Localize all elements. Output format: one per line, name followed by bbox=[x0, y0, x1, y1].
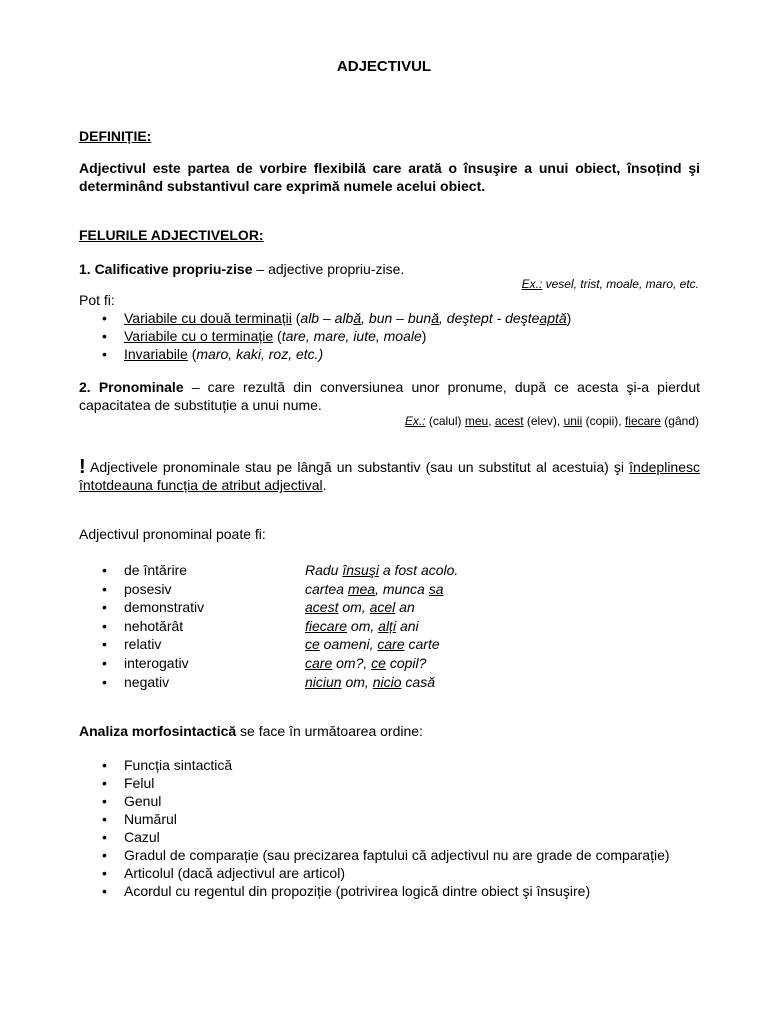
example-ending: ă bbox=[431, 310, 439, 326]
bullet: • bbox=[102, 811, 107, 827]
qualificative-label: 1. Calificative propriu-zise bbox=[79, 261, 253, 277]
example-part: carte bbox=[404, 636, 440, 652]
example-label: Ex.: bbox=[521, 277, 543, 291]
example-word: meu bbox=[464, 414, 489, 428]
example-word: niciun bbox=[305, 674, 342, 690]
example-word: ce bbox=[371, 655, 386, 671]
example-part: tare, mare, iute, moale bbox=[281, 328, 422, 344]
example-part: ani bbox=[396, 618, 419, 634]
pron-type-example bbox=[305, 580, 444, 598]
paren: ( bbox=[187, 346, 197, 362]
bullet: • bbox=[102, 655, 107, 671]
bullet: • bbox=[102, 636, 107, 652]
bullet: • bbox=[102, 847, 107, 863]
example-part: Radu bbox=[305, 562, 343, 578]
qualificative-item bbox=[124, 345, 323, 363]
pron-type-example bbox=[305, 635, 440, 653]
pot-fi-label: Pot fi: bbox=[79, 292, 115, 308]
example-part: oameni, bbox=[319, 636, 378, 652]
pron-type-example bbox=[305, 598, 415, 616]
example-part: om, bbox=[338, 599, 370, 615]
pron-type-name: nehotărât bbox=[124, 618, 184, 634]
example-word: mea bbox=[347, 581, 376, 597]
paren: ( bbox=[273, 328, 282, 344]
example-word: acest bbox=[305, 599, 339, 615]
pron-type-name: relativ bbox=[124, 636, 162, 652]
analysis-item: Acordul cu regentul din propoziție (potrivirea logică dintre obiect şi însuşire) bbox=[124, 883, 591, 899]
bullet: • bbox=[102, 562, 107, 578]
pron-type-name: negativ bbox=[124, 674, 170, 690]
pronominal-label: 2. Pronominale bbox=[79, 379, 184, 395]
example-part: a fost acolo. bbox=[378, 562, 459, 578]
bullet: • bbox=[102, 328, 107, 344]
pronominal-example bbox=[405, 412, 699, 430]
bullet: • bbox=[102, 346, 107, 362]
note-end: . bbox=[322, 477, 327, 493]
example-part: an bbox=[395, 599, 415, 615]
page-title: ADJECTIVUL bbox=[336, 58, 432, 75]
example-part: , munca bbox=[375, 581, 429, 597]
qualificative-item bbox=[124, 327, 426, 345]
pron-type-name: posesiv bbox=[124, 581, 172, 597]
pron-type-example bbox=[305, 673, 435, 691]
analysis-rest: se face în următoarea ordine: bbox=[236, 723, 423, 739]
analysis-item: Articolul (dacă adjectivul are articol) bbox=[124, 865, 345, 881]
example-word: sa bbox=[428, 581, 444, 597]
example-word: acest bbox=[494, 414, 524, 428]
example-word: acel bbox=[369, 599, 396, 615]
bullet: • bbox=[102, 829, 107, 845]
bullet: • bbox=[102, 883, 107, 899]
bullet: • bbox=[102, 865, 107, 881]
example-part: om, bbox=[341, 674, 373, 690]
pron-type-example bbox=[305, 561, 458, 579]
example-text: vesel, trist, moale, maro, etc. bbox=[542, 277, 699, 291]
note-paragraph bbox=[79, 458, 700, 494]
pron-type-example bbox=[305, 617, 419, 635]
qualificative-line bbox=[79, 260, 404, 278]
exclamation-icon: ! bbox=[79, 456, 86, 478]
example-part: (elev), bbox=[523, 414, 564, 428]
bullet: • bbox=[102, 775, 107, 791]
definition-heading: DEFINIȚIE: bbox=[79, 128, 152, 144]
example-part: (calul) bbox=[425, 414, 465, 428]
item-term: Variabile cu o terminație bbox=[124, 328, 274, 344]
example-label: Ex.: bbox=[404, 414, 426, 428]
bullet: • bbox=[102, 757, 107, 773]
note-underlined: îndeplinesc întotdeauna funcția de atribut adjectival bbox=[79, 459, 700, 493]
example-part: maro, kaki, roz, etc.) bbox=[196, 346, 324, 362]
analysis-intro bbox=[79, 722, 423, 740]
example-word: nicio bbox=[372, 674, 402, 690]
example-word: însuşi bbox=[342, 562, 379, 578]
analysis-item: Cazul bbox=[124, 829, 160, 845]
bullet: • bbox=[102, 674, 107, 690]
analysis-item: Gradul de comparație (sau precizarea faptului că adjectivul nu are grade de comparație) bbox=[124, 847, 670, 863]
note-text: Adjectivele pronominale stau pe lângă un substantiv (sau un substitut al acestuia) şi bbox=[85, 459, 630, 475]
bullet: • bbox=[102, 599, 107, 615]
analysis-item: Felul bbox=[124, 775, 155, 791]
item-term: Invariabile bbox=[124, 346, 188, 362]
example-part: alb – alb bbox=[300, 310, 354, 326]
example-part: (copii), bbox=[582, 414, 625, 428]
example-word: unii bbox=[563, 414, 583, 428]
analysis-item: Funcția sintactică bbox=[124, 757, 233, 773]
pron-type-name: interogativ bbox=[124, 655, 189, 671]
example-part: , deştept - deşte bbox=[439, 310, 540, 326]
pronominal-paragraph bbox=[79, 378, 700, 414]
definition-text: Adjectivul este partea de vorbire flexibilă care arată o însuşire a unui obiect, însoțind şi determinând substantivul care exprimă numele acelui obiect. bbox=[79, 160, 700, 194]
example-word: care bbox=[377, 636, 405, 652]
analysis-item: Numărul bbox=[124, 811, 177, 827]
pron-type-name: de întărire bbox=[124, 562, 188, 578]
item-term: Variabile cu două terminații bbox=[124, 310, 292, 326]
example-part: copil? bbox=[385, 655, 427, 671]
analysis-bold: Analiza morfosintactică bbox=[79, 723, 237, 739]
example-ending: ă bbox=[353, 310, 362, 326]
pron-type-name: demonstrativ bbox=[124, 599, 205, 615]
paren: ) bbox=[566, 310, 572, 326]
paren: ) bbox=[421, 328, 427, 344]
qualificative-desc: adjective propriu-zise. bbox=[268, 261, 405, 277]
bullet: • bbox=[102, 618, 107, 634]
bullet: • bbox=[102, 310, 107, 326]
example-part: , bun – bun bbox=[361, 310, 432, 326]
paren: ( bbox=[291, 310, 301, 326]
qualificative-dash: – bbox=[252, 261, 269, 277]
qualificative-item bbox=[124, 309, 571, 327]
pronominal-text: – care rezultă din conversiunea unor pronume, după ce acesta şi-a pierdut capacitatea de substituție a unui nume. bbox=[79, 379, 700, 413]
bullet: • bbox=[102, 793, 107, 809]
example-word: fiecare bbox=[305, 618, 348, 634]
types-heading: FELURILE ADJECTIVELOR: bbox=[79, 227, 264, 243]
example-part: om?, bbox=[332, 655, 372, 671]
example-part: (gând) bbox=[660, 414, 699, 428]
example-word: ce bbox=[305, 636, 320, 652]
pron-types-intro: Adjectivul pronominal poate fi: bbox=[79, 526, 266, 542]
example-ending: aptă bbox=[539, 310, 567, 326]
qualificative-example bbox=[522, 275, 699, 293]
example-part: casă bbox=[401, 674, 435, 690]
example-word: care bbox=[305, 655, 333, 671]
example-part: , bbox=[488, 414, 495, 428]
pron-type-example bbox=[305, 654, 426, 672]
example-word: alți bbox=[378, 618, 397, 634]
bullet: • bbox=[102, 581, 107, 597]
example-part: om, bbox=[347, 618, 379, 634]
example-word: fiecare bbox=[624, 414, 661, 428]
analysis-item: Genul bbox=[124, 793, 162, 809]
example-part: cartea bbox=[305, 581, 348, 597]
